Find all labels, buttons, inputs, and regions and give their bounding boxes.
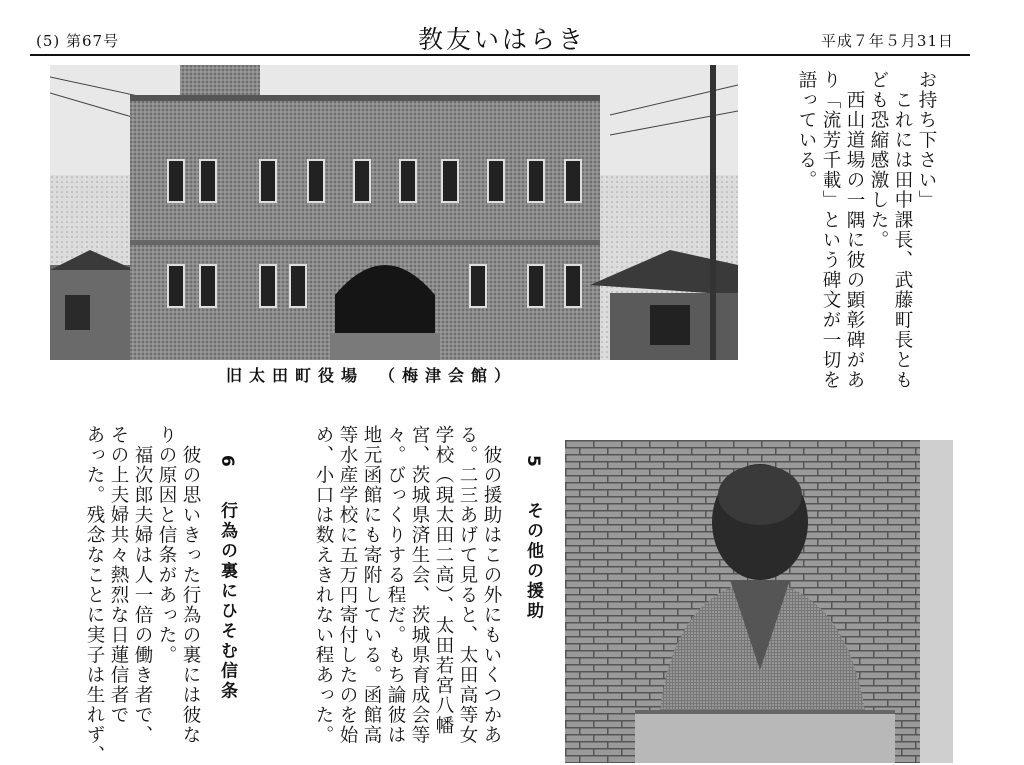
text-line: 西山道場の一隅に彼の顕彰碑があ <box>844 70 865 390</box>
issue-date: 平成７年５月31日 <box>820 32 954 50</box>
text-line: 学校（現太田二高）、太田若宮八幡 <box>433 425 454 736</box>
upper-text-block <box>778 70 938 405</box>
text-line: め、小口は数えきれない程あった。 <box>313 425 334 745</box>
section5-heading <box>521 455 546 622</box>
town-hall-photo <box>50 65 738 360</box>
text-line: 彼の思いきった行為の裏には彼な <box>180 425 201 745</box>
text-line: 語っている。 <box>796 70 817 190</box>
section6-number: 6 <box>217 455 237 470</box>
text-line: 彼の援助はこの外にもいくつかあ <box>481 425 502 745</box>
memorial-illustration <box>565 440 953 763</box>
text-line: 地元函館にも寄附している。函館高 <box>361 425 382 745</box>
section6-body <box>42 425 202 765</box>
text-line: 々。びっくりする程だ。もち論彼は <box>385 425 406 745</box>
section6-title: 行為の裏にひそむ信条 <box>217 501 237 702</box>
photo-caption: 旧太田町役場 （梅津会館） <box>226 366 518 385</box>
newsletter-title: 教友いはらき <box>418 25 587 54</box>
text-line: り「流芳千載」という碑文が一切を <box>820 70 841 390</box>
section5-body <box>278 425 503 760</box>
section5-title: その他の援助 <box>523 501 543 622</box>
town-hall-illustration <box>50 65 738 360</box>
text-line: お持ち下さい」 <box>916 70 937 210</box>
text-line: 等水産学校に五万円寄付したのを始 <box>337 425 358 745</box>
text-line: あった。残念なことに実子は生れず、 <box>84 425 105 765</box>
page-header <box>0 0 1024 58</box>
text-line: 宮、茨城県済生会、茨城県育成会等 <box>409 425 430 745</box>
text-line: ども恐縮感激した。 <box>868 70 889 250</box>
issue-number: (5) 第67号 <box>36 32 120 50</box>
section6-heading <box>215 455 240 702</box>
section5-number: 5 <box>523 455 543 470</box>
memorial-photo <box>565 440 953 763</box>
text-line: りの原因と信条があった。 <box>156 425 177 665</box>
text-line: これには田中課長、武藤町長とも <box>892 70 913 390</box>
text-line: る。二三あげて見ると、太田高等女 <box>457 425 478 745</box>
text-line: 福次郎夫婦は人一倍の働き者で、 <box>132 425 153 745</box>
header-rule <box>30 54 970 56</box>
text-line: その上夫婦共々熱烈な日蓮信者で <box>108 425 129 725</box>
